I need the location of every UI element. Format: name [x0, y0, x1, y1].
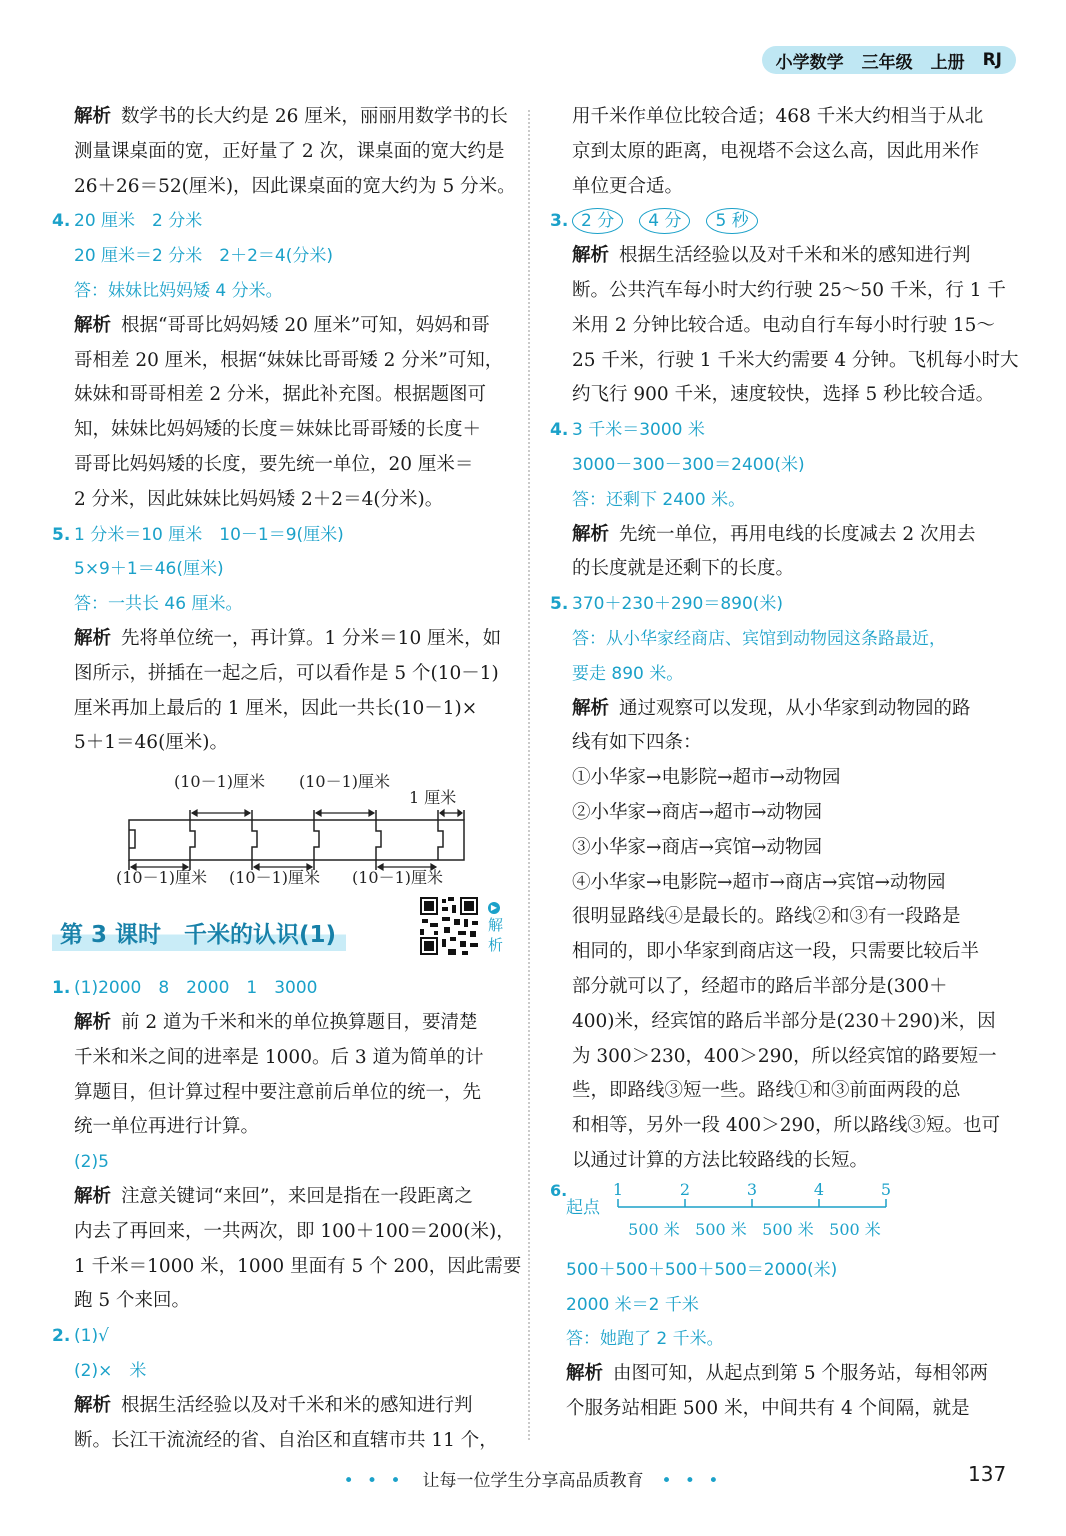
answer-line: 2000 米＝2 千米 — [566, 1294, 699, 1315]
volume-label: 上册 — [930, 52, 965, 73]
answer-line: 5×9＋1＝46(厘米) — [74, 559, 224, 580]
analysis-text: 约飞行 900 千米，速度较快，选择 5 秒比较合适。 — [572, 384, 995, 406]
start-label: 起点 — [566, 1197, 600, 1218]
analysis-text: 厘米再加上最后的 1 厘米，因此一共长(10－1)× — [74, 697, 478, 719]
column-divider — [528, 110, 530, 1440]
intro-line-1: 解析 数学书的长大约是 26 厘米，丽丽用数学书的长 — [74, 106, 508, 127]
analysis-keyword: 解析 — [572, 245, 610, 267]
question-2 — [52, 1319, 512, 1458]
analysis-text: 哥相差 20 厘米，根据“妹妹比哥哥矮 2 分米”可知， — [74, 349, 504, 371]
service-station-line-diagram — [566, 1179, 926, 1253]
analysis-keyword: 解析 — [74, 1185, 112, 1207]
analysis-keyword: 解析 — [74, 314, 112, 336]
route-2: ②小华家→商店→超市→动物园 — [572, 801, 823, 823]
route-4: ④小华家→电影院→超市→商店→宾馆→动物园 — [572, 871, 946, 893]
analysis-text: 个服务站相距 500 米，中间共有 4 个间隔，就是 — [566, 1397, 970, 1419]
analysis-text: 2 分米，因此妹妹比妈妈矮 2＋2＝4(分米)。 — [74, 488, 444, 510]
answer-line: 答：还剩下 2400 米。 — [572, 489, 746, 510]
lesson-header — [52, 893, 512, 971]
continued-text: 用千米作单位比较合适；468 千米大约相当于从北 — [572, 106, 984, 127]
analysis-text: 为 300＞230，400＞290，所以经宾馆的路要短一 — [572, 1045, 997, 1067]
edition-label: RJ — [982, 50, 1002, 70]
question-number: 5. — [52, 524, 71, 545]
question-number: 4. — [550, 420, 569, 441]
route-3: ③小华家→商店→宾馆→动物园 — [572, 836, 823, 858]
analysis-text: 相同的，即小华家到商店这一段，只需要比较后半 — [572, 941, 980, 963]
question-number: 5. — [550, 594, 569, 615]
analysis-text: 线有如下四条： — [572, 732, 702, 754]
question-number: 6. — [550, 1180, 568, 1200]
continued-text: 单位更合适。 — [572, 175, 684, 197]
footer-dots-right: • • • — [661, 1471, 723, 1491]
top-label-2: (10－1)厘米 — [299, 772, 391, 792]
answer-line: 答：从小华家经商店、宾馆到动物园这条路最近， — [572, 628, 946, 649]
strip-outline — [129, 820, 464, 860]
station-label: 4 — [813, 1179, 825, 1199]
bottom-label-3: (10－1)厘米 — [352, 868, 444, 886]
footer-dots-left: • • • — [343, 1471, 405, 1491]
analysis-text: 部分就可以了，经超市的路后半部分是(300＋ — [572, 975, 948, 997]
strip-joint — [190, 820, 195, 860]
question-4-right — [550, 413, 1020, 587]
station-label: 3 — [746, 1179, 758, 1199]
analysis-keyword: 解析 — [74, 106, 112, 127]
subject-label: 小学数学 — [775, 52, 844, 73]
end-label: 1 厘米 — [409, 788, 457, 808]
analysis-text: 内去了再回来，一共两次，即 100＋100＝200(米)， — [74, 1220, 515, 1242]
bottom-label-1: (10－1)厘米 — [116, 868, 208, 886]
analysis-keyword: 解析 — [74, 1394, 112, 1416]
analysis-text: 的长度就是还剩下的长度。 — [572, 558, 795, 580]
analysis-keyword: 解析 — [74, 627, 112, 649]
answer-line: (2)× 米 — [74, 1360, 147, 1381]
station-label: 2 — [679, 1179, 691, 1199]
question-1 — [52, 971, 522, 1319]
lesson-title: 第 3 课时 千米的认识(1) — [52, 914, 346, 951]
answer-line: 20 厘米＝2 分米 2＋2＝4(分米) — [74, 246, 333, 267]
answer-line: 500＋500＋500＋500＝2000(米) — [566, 1259, 838, 1280]
question-number: 2. — [52, 1326, 71, 1347]
analysis-text: 1 千米＝1000 米，1000 里面有 5 个 200，因此需要 — [74, 1255, 522, 1277]
analysis-text: 断。长江干流流经的省、自治区和直辖市共 11 个， — [74, 1429, 498, 1451]
station-label: 1 — [612, 1179, 624, 1199]
answer-line: 答：一共长 46 厘米。 — [74, 594, 243, 615]
answer-line: 20 厘米 2 分米 — [74, 211, 203, 232]
analysis-text: 哥哥比妈妈矮的长度，要先统一单位，20 厘米＝ — [74, 453, 474, 475]
analysis-keyword: 解析 — [572, 697, 610, 719]
answer-line: 1 分米＝10 厘米 10－1＝9(厘米) — [74, 524, 344, 545]
answer-line: 答：妹妹比妈妈矮 4 分米。 — [74, 280, 283, 301]
circled-answer: 4 分 — [639, 208, 690, 234]
question-number: 4. — [52, 211, 71, 232]
circled-answer: 2 分 — [572, 208, 623, 234]
bottom-label-2: (10－1)厘米 — [229, 868, 321, 886]
book-info-tag — [762, 46, 1016, 74]
analysis-text: 算题目，但计算过程中要注意前后单位的统一，先 — [74, 1081, 482, 1103]
answer-line: 答：她跑了 2 千米。 — [566, 1329, 724, 1350]
analysis-text: 妹妹和哥哥相差 2 分米，据此补充图。根据题图可 — [74, 384, 487, 406]
circled-answer: 5 秒 — [706, 208, 757, 234]
analysis-text: 些，即路线③短一些。路线①和③前面两段的总 — [572, 1080, 961, 1102]
analysis-text: 前 2 道为千米和米的单位换算题目，要清楚 — [121, 1011, 478, 1033]
grade-label: 三年级 — [861, 52, 913, 73]
analysis-text: 米用 2 分钟比较合适。电动自行车每小时行驶 15～ — [572, 314, 995, 336]
question-5 — [52, 518, 512, 886]
analysis-keyword: 解析 — [572, 523, 610, 545]
analysis-text: 5＋1＝46(厘米)。 — [74, 732, 229, 754]
intro-line-3: 26＋26＝52(厘米)，因此课桌面的宽大约为 5 分米。 — [74, 175, 516, 197]
answer-line: (1)√ — [74, 1326, 109, 1347]
analysis-text: 注意关键词“来回”，来回是指在一段距离之 — [121, 1185, 473, 1207]
strip-joint — [376, 820, 381, 860]
analysis-text: 通过观察可以发现，从小华家到动物园的路 — [619, 697, 971, 719]
analysis-text: 先统一单位，再用电线的长度减去 2 次用去 — [619, 523, 976, 545]
analysis-text: 先将单位统一，再计算。1 分米＝10 厘米，如 — [121, 627, 502, 649]
analysis-text: 图所示，拼插在一起之后，可以看作是 5 个(10－1) — [74, 662, 499, 684]
segment-label: 500 米 — [695, 1219, 747, 1239]
page-number: 137 — [968, 1462, 1007, 1486]
analysis-text: 根据生活经验以及对千米和米的感知进行判 — [619, 245, 971, 267]
question-6 — [550, 1179, 1020, 1427]
answer-line: 3 千米＝3000 米 — [572, 420, 705, 441]
question-number: 3. — [550, 211, 569, 232]
page-footer — [0, 1466, 1066, 1491]
analysis-text: 400)米，经宾馆的路后半部分是(230＋290)米，因 — [572, 1010, 996, 1032]
analysis-text: 根据生活经验以及对千米和米的感知进行判 — [121, 1394, 473, 1416]
analysis-text: 根据“哥哥比妈妈矮 20 厘米”可知，妈妈和哥 — [121, 314, 490, 336]
answer-line: 要走 890 米。 — [572, 663, 684, 684]
analysis-text: 和相等，另外一段 400＞290，所以路线③短。也可 — [572, 1115, 1001, 1137]
segment-label: 500 米 — [628, 1219, 680, 1239]
strip-notch — [129, 830, 135, 848]
strip-joint — [314, 820, 319, 860]
intro-line-2: 测量课桌面的宽，正好量了 2 次，课桌面的宽大约是 — [74, 140, 505, 162]
qr-caption: ▶ 解 析 — [488, 903, 504, 955]
answer-line: (2)5 — [74, 1152, 109, 1173]
continued-text: 京到太原的距离，电视塔不会这么高，因此用米作 — [572, 140, 980, 162]
play-icon: ▶ — [488, 902, 500, 914]
analysis-text: 很明显路线④是最长的。路线②和③有一段路是 — [572, 906, 961, 928]
strip-joint — [438, 820, 443, 860]
analysis-text: 千米和米之间的进率是 1000。后 3 道为简单的计 — [74, 1046, 484, 1068]
answer-line: (1)2000 8 2000 1 3000 — [74, 978, 318, 999]
question-3 — [550, 204, 1020, 413]
question-number: 1. — [52, 978, 71, 999]
question-4 — [52, 204, 512, 517]
analysis-text: 25 千米，行驶 1 千米大约需要 4 分钟。飞机每小时大 — [572, 349, 1019, 371]
station-label: 5 — [880, 1179, 892, 1199]
right-column — [550, 100, 1020, 1427]
qr-code-icon[interactable] — [418, 895, 480, 957]
interlocking-strips-diagram — [74, 765, 474, 885]
analysis-text: 由图可知，从起点到第 5 个服务站，每相邻两 — [613, 1363, 989, 1385]
analysis-text: 断。公共汽车每小时大约行驶 25～50 千米，行 1 千 — [572, 279, 1006, 301]
analysis-keyword: 解析 — [566, 1363, 604, 1385]
answer-line: 370＋230＋290＝890(米) — [572, 594, 784, 615]
analysis-text: 统一单位再进行计算。 — [74, 1116, 260, 1138]
strip-joint — [252, 820, 257, 860]
route-1: ①小华家→电影院→超市→动物园 — [572, 767, 841, 789]
segment-label: 500 米 — [762, 1219, 814, 1239]
analysis-text: 跑 5 个来回。 — [74, 1290, 191, 1312]
answer-line: 3000－300－300＝2400(米) — [572, 454, 805, 475]
analysis-keyword: 解析 — [74, 1011, 112, 1033]
left-column — [52, 100, 522, 1458]
top-label-1: (10－1)厘米 — [174, 772, 266, 792]
footer-slogan: 让每一位学生分享高品质教育 — [422, 1471, 644, 1491]
analysis-text: 以通过计算的方法比较路线的长短。 — [572, 1149, 869, 1171]
question-5-right — [550, 587, 1020, 1179]
segment-label: 500 米 — [829, 1219, 881, 1239]
analysis-text: 知，妹妹比妈妈矮的长度＝妹妹比哥哥矮的长度＋ — [74, 419, 482, 441]
